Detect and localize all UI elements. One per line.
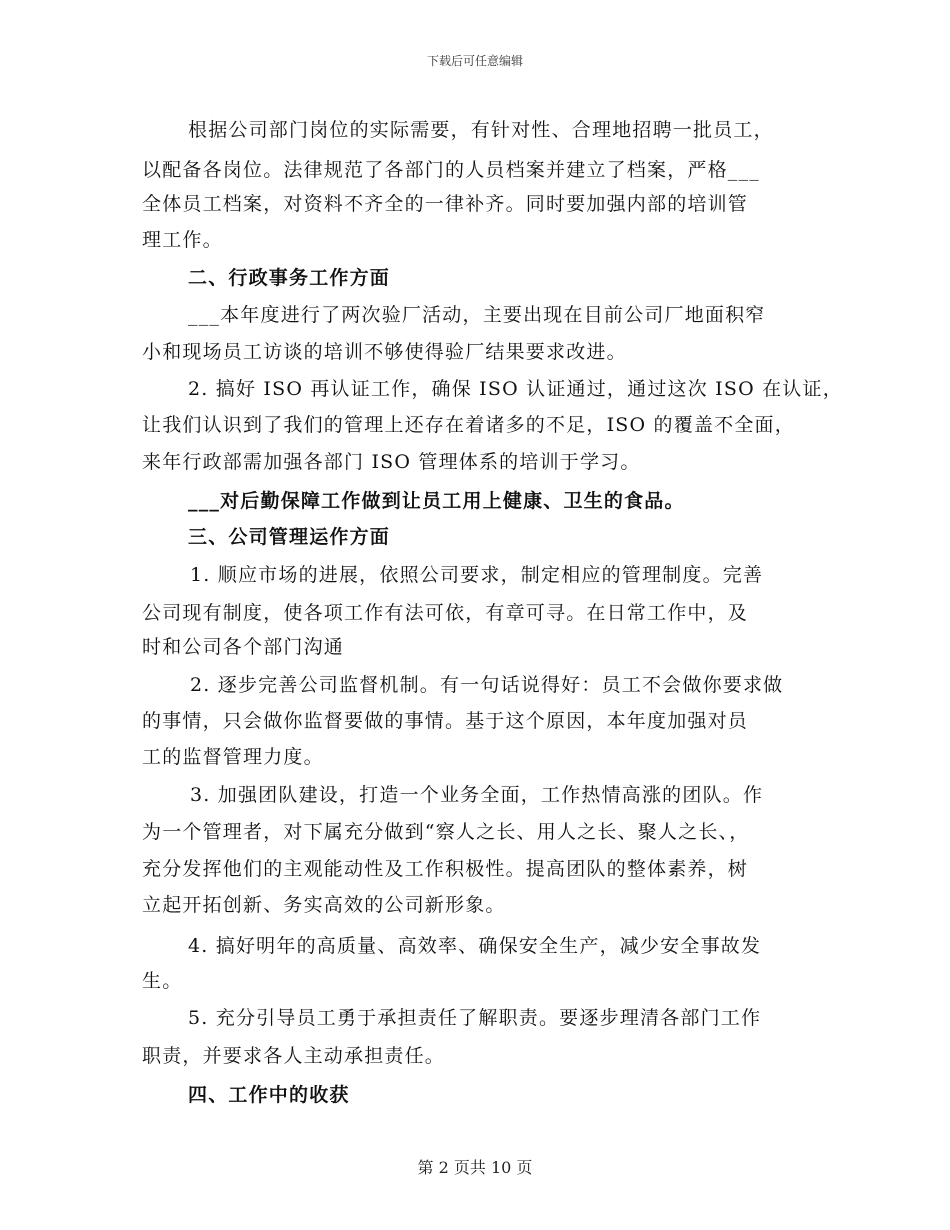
paragraph-line: 理工作。 <box>142 229 223 251</box>
paragraph-line: ___本年度进行了两次验厂活动，主要出现在目前公司厂地面积窄 <box>188 304 766 326</box>
paragraph-line: 来年行政部需加强各部门 ISO 管理体系的培训于学习。 <box>142 451 641 473</box>
paragraph-line: 小和现场员工访谈的培训不够使得验厂结果要求改进。 <box>142 341 627 363</box>
paragraph-line: 职责，并要求各人主动承担责任。 <box>142 1045 446 1067</box>
paragraph-line: 2. 搞好 ISO 再认证工作，确保 ISO 认证通过，通过这次 ISO 在认证， <box>188 378 843 400</box>
section-heading: 二、行政事务工作方面 <box>188 267 391 289</box>
page-number: 第 2 页共 10 页 <box>417 1158 533 1177</box>
section-heading: 三、公司管理运作方面 <box>188 526 391 548</box>
paragraph-line: 立起开拓创新、务实高效的公司新形象。 <box>142 894 506 916</box>
paragraph-line: 的事情，只会做你监督要做的事情。基于这个原因，本年度加强对员 <box>142 710 749 732</box>
section-heading: 四、工作中的收获 <box>188 1084 350 1106</box>
paragraph-line: 公司现有制度，使各项工作有法可依，有章可寻。在日常工作中，及 <box>142 602 749 624</box>
paragraph-line: 4. 搞好明年的高质量、高效率、确保安全生产，减少安全事故发 <box>188 935 762 957</box>
paragraph-line: 5. 充分引导员工勇于承担责任了解职责。要逐步理清各部门工作 <box>188 1007 762 1029</box>
paragraph-line: 以配备各岗位。法律规范了各部门的人员档案并建立了档案，严格___ <box>142 159 760 181</box>
paragraph-line: 生。 <box>142 970 183 992</box>
paragraph-line: 2. 逐步完善公司监督机制。有一句话说得好：员工不会做你要求做 <box>190 674 784 696</box>
page-header: 下载后可任意编辑 <box>426 54 523 68</box>
paragraph-line: 充分发挥他们的主观能动性及工作积极性。提高团队的整体素养，树 <box>142 858 749 880</box>
paragraph-line: 时和公司各个部门沟通 <box>142 636 345 658</box>
paragraph-line: 3. 加强团队建设，打造一个业务全面，工作热情高涨的团队。作 <box>190 784 764 806</box>
paragraph-line: 让我们认识到了我们的管理上还存在着诸多的不足，ISO 的覆盖不全面， <box>142 414 795 436</box>
paragraph-line: 1. 顺应市场的进展，依照公司要求，制定相应的管理制度。完善 <box>190 564 764 586</box>
paragraph-line: 根据公司部门岗位的实际需要，有针对性、合理地招聘一批员工， <box>188 119 774 141</box>
paragraph-line: ___对后勤保障工作做到让员工用上健康、卫生的食品。 <box>188 490 685 512</box>
paragraph-line: 全体员工档案，对资料不齐全的一律补齐。同时要加强内部的培训管 <box>142 193 749 215</box>
paragraph-line: 工的监督管理力度。 <box>142 746 324 768</box>
paragraph-line: 为一个管理者，对下属充分做到“察人之长、用人之长、聚人之长、， <box>142 821 750 843</box>
